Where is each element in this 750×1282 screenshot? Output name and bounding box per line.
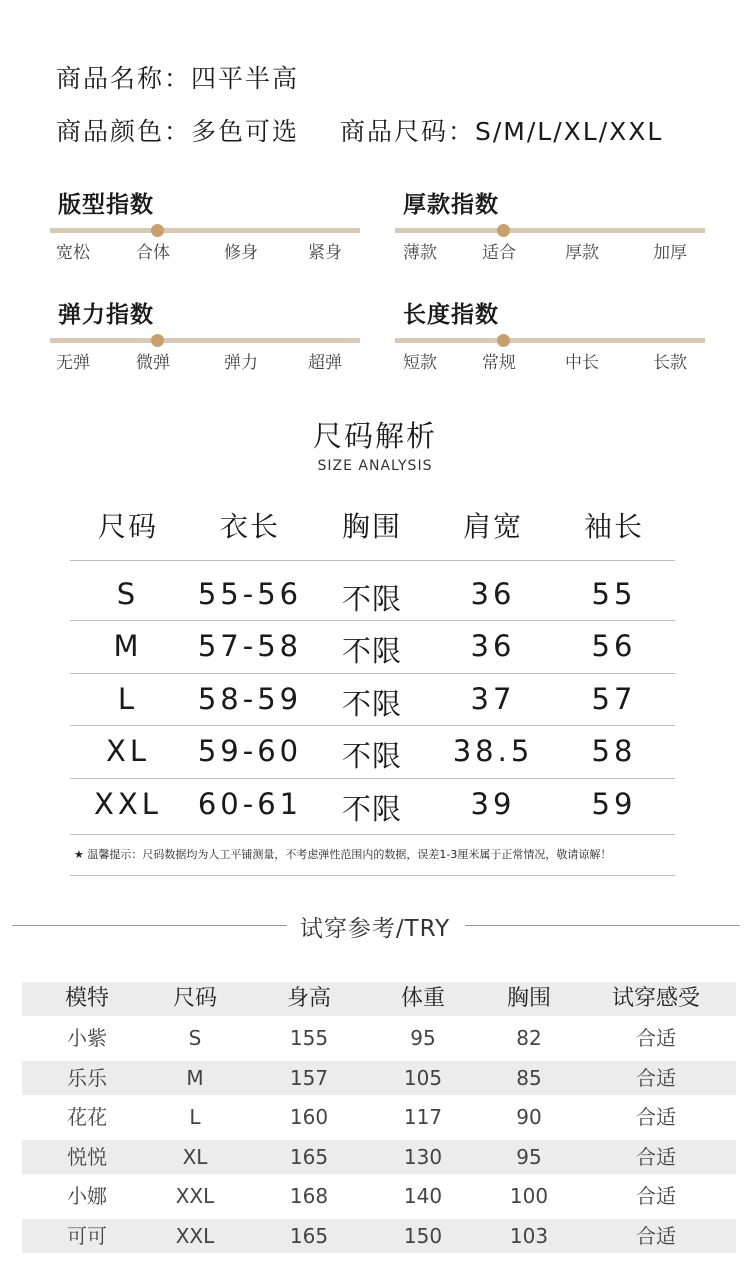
table-divider — [70, 834, 675, 835]
divider-right — [465, 925, 740, 926]
index-label: 宽松 — [56, 243, 90, 263]
index-label: 微弹 — [136, 353, 170, 373]
size-table-header: 肩宽 — [462, 510, 523, 543]
try-table-cell: 150 — [403, 1224, 443, 1248]
try-table-cell: 157 — [289, 1066, 329, 1090]
try-table-header: 胸围 — [506, 986, 551, 1011]
size-table-cell: 不限 — [341, 634, 402, 668]
index-label: 超弹 — [308, 353, 342, 373]
try-table-cell: 103 — [509, 1224, 549, 1248]
product-color: 商品颜色：多色可选 — [56, 117, 300, 146]
index-label: 适合 — [482, 243, 516, 263]
index-track — [50, 338, 360, 343]
try-table-cell: 花花 — [67, 1105, 107, 1129]
index-label: 修身 — [224, 243, 258, 263]
size-note: ★ 温馨提示：尺码数据均为人工平铺测量，不考虑弹性范围内的数据，误差1-3厘米属于正常情况，敬请谅解！ — [74, 848, 612, 861]
table-divider — [70, 560, 675, 561]
index-label: 薄款 — [403, 243, 437, 263]
try-table-cell: M — [186, 1066, 204, 1090]
try-table-cell: 合适 — [636, 1145, 676, 1169]
index-marker — [497, 224, 510, 237]
try-table-cell: S — [188, 1026, 202, 1050]
try-table-cell: 160 — [289, 1105, 329, 1129]
try-table-cell: 合适 — [636, 1224, 676, 1248]
size-analysis-title: 尺码解析 — [312, 419, 437, 453]
index-title: 版型指数 — [58, 192, 154, 218]
index-label: 常规 — [482, 353, 516, 373]
try-table-row — [22, 1061, 736, 1095]
try-table-cell: 155 — [289, 1026, 329, 1050]
size-table-cell: 不限 — [341, 687, 402, 721]
size-table-header: 衣长 — [219, 510, 280, 543]
size-table-header: 袖长 — [583, 510, 644, 543]
try-table-header: 尺码 — [172, 986, 217, 1011]
index-label: 短款 — [403, 353, 437, 373]
size-table-cell: 57 — [591, 682, 637, 716]
try-table-row — [22, 1021, 736, 1055]
index-track — [50, 228, 360, 233]
try-table-cell: XL — [182, 1145, 208, 1169]
index-label: 厚款 — [565, 243, 599, 263]
try-on-title: 试穿参考/TRY — [299, 916, 451, 942]
index-label: 中长 — [565, 353, 599, 373]
try-table-cell: 82 — [516, 1026, 542, 1050]
table-divider — [70, 673, 675, 674]
size-table-cell: 39 — [470, 787, 516, 821]
table-divider — [70, 620, 675, 621]
index-label: 紧身 — [308, 243, 342, 263]
size-table-cell: 59-60 — [197, 734, 303, 768]
try-table-row — [22, 1140, 736, 1174]
try-table-cell: 合适 — [636, 1105, 676, 1129]
try-table-row — [22, 1219, 736, 1253]
index-label: 无弹 — [56, 353, 90, 373]
size-table-cell: XXL — [94, 787, 162, 821]
size-table-header: 尺码 — [97, 510, 158, 543]
try-table-cell: XXL — [175, 1184, 215, 1208]
try-table-cell: 130 — [403, 1145, 443, 1169]
size-table-cell: 58-59 — [197, 682, 303, 716]
index-track — [395, 338, 705, 343]
index-marker — [151, 334, 164, 347]
try-table-cell: 165 — [289, 1145, 329, 1169]
size-table-cell: 60-61 — [197, 787, 303, 821]
size-table-cell: 36 — [470, 577, 516, 611]
try-table-cell: L — [189, 1105, 201, 1129]
size-table-header: 胸围 — [341, 510, 402, 543]
try-table-row — [22, 1179, 736, 1213]
size-table-cell: 不限 — [341, 792, 402, 826]
size-table-cell: 36 — [470, 629, 516, 663]
size-table-cell: L — [117, 682, 139, 716]
size-table-cell: 不限 — [341, 582, 402, 616]
try-table-cell: 合适 — [636, 1184, 676, 1208]
size-table-cell: 59 — [591, 787, 637, 821]
index-track — [395, 228, 705, 233]
try-table-cell: 85 — [516, 1066, 542, 1090]
size-table-cell: 56 — [591, 629, 637, 663]
size-table-cell: 38.5 — [452, 734, 534, 768]
try-table-cell: 小娜 — [67, 1184, 107, 1208]
product-size: 商品尺码：S/M/L/XL/XXL — [340, 117, 664, 146]
size-table-cell: M — [113, 629, 143, 663]
index-label: 加厚 — [653, 243, 687, 263]
size-table-cell: 58 — [591, 734, 637, 768]
size-table-cell: 不限 — [341, 739, 402, 773]
try-table-cell: 合适 — [636, 1026, 676, 1050]
size-table-cell: 55-56 — [197, 577, 303, 611]
try-table-header: 试穿感受 — [611, 986, 700, 1011]
try-table-cell: 乐乐 — [67, 1066, 107, 1090]
try-table-cell: 合适 — [636, 1066, 676, 1090]
try-table-cell: 悦悦 — [67, 1145, 107, 1169]
table-divider — [70, 875, 675, 876]
try-table-row — [22, 1100, 736, 1134]
index-label: 弹力 — [224, 353, 258, 373]
index-label: 长款 — [653, 353, 687, 373]
try-table-cell: XXL — [175, 1224, 215, 1248]
index-label: 合体 — [136, 243, 170, 263]
try-table-header: 体重 — [400, 986, 445, 1011]
try-table-header: 身高 — [286, 986, 331, 1011]
product-name: 商品名称：四平半高 — [56, 64, 300, 93]
try-table-cell: 100 — [509, 1184, 549, 1208]
size-table-cell: 57-58 — [197, 629, 303, 663]
try-table-cell: 可可 — [67, 1224, 107, 1248]
try-table-cell: 95 — [410, 1026, 436, 1050]
size-table-cell: XL — [105, 734, 151, 768]
size-analysis-subtitle: SIZE ANALYSIS — [317, 458, 433, 474]
index-title: 弹力指数 — [58, 302, 154, 328]
size-table-cell: S — [116, 577, 140, 611]
size-table-cell: 37 — [470, 682, 516, 716]
index-title: 长度指数 — [403, 302, 499, 328]
try-table-cell: 90 — [516, 1105, 542, 1129]
try-table-cell: 117 — [403, 1105, 443, 1129]
try-table-cell: 小紫 — [67, 1026, 107, 1050]
try-table-cell: 105 — [403, 1066, 443, 1090]
try-table-cell: 140 — [403, 1184, 443, 1208]
table-divider — [70, 778, 675, 779]
try-table-header-row — [22, 982, 736, 1016]
try-table-cell: 168 — [289, 1184, 329, 1208]
try-table-cell: 165 — [289, 1224, 329, 1248]
index-marker — [497, 334, 510, 347]
table-divider — [70, 725, 675, 726]
size-table-cell: 55 — [591, 577, 637, 611]
try-table-cell: 95 — [516, 1145, 542, 1169]
index-title: 厚款指数 — [403, 192, 499, 218]
try-table-header: 模特 — [64, 986, 109, 1011]
index-marker — [151, 224, 164, 237]
